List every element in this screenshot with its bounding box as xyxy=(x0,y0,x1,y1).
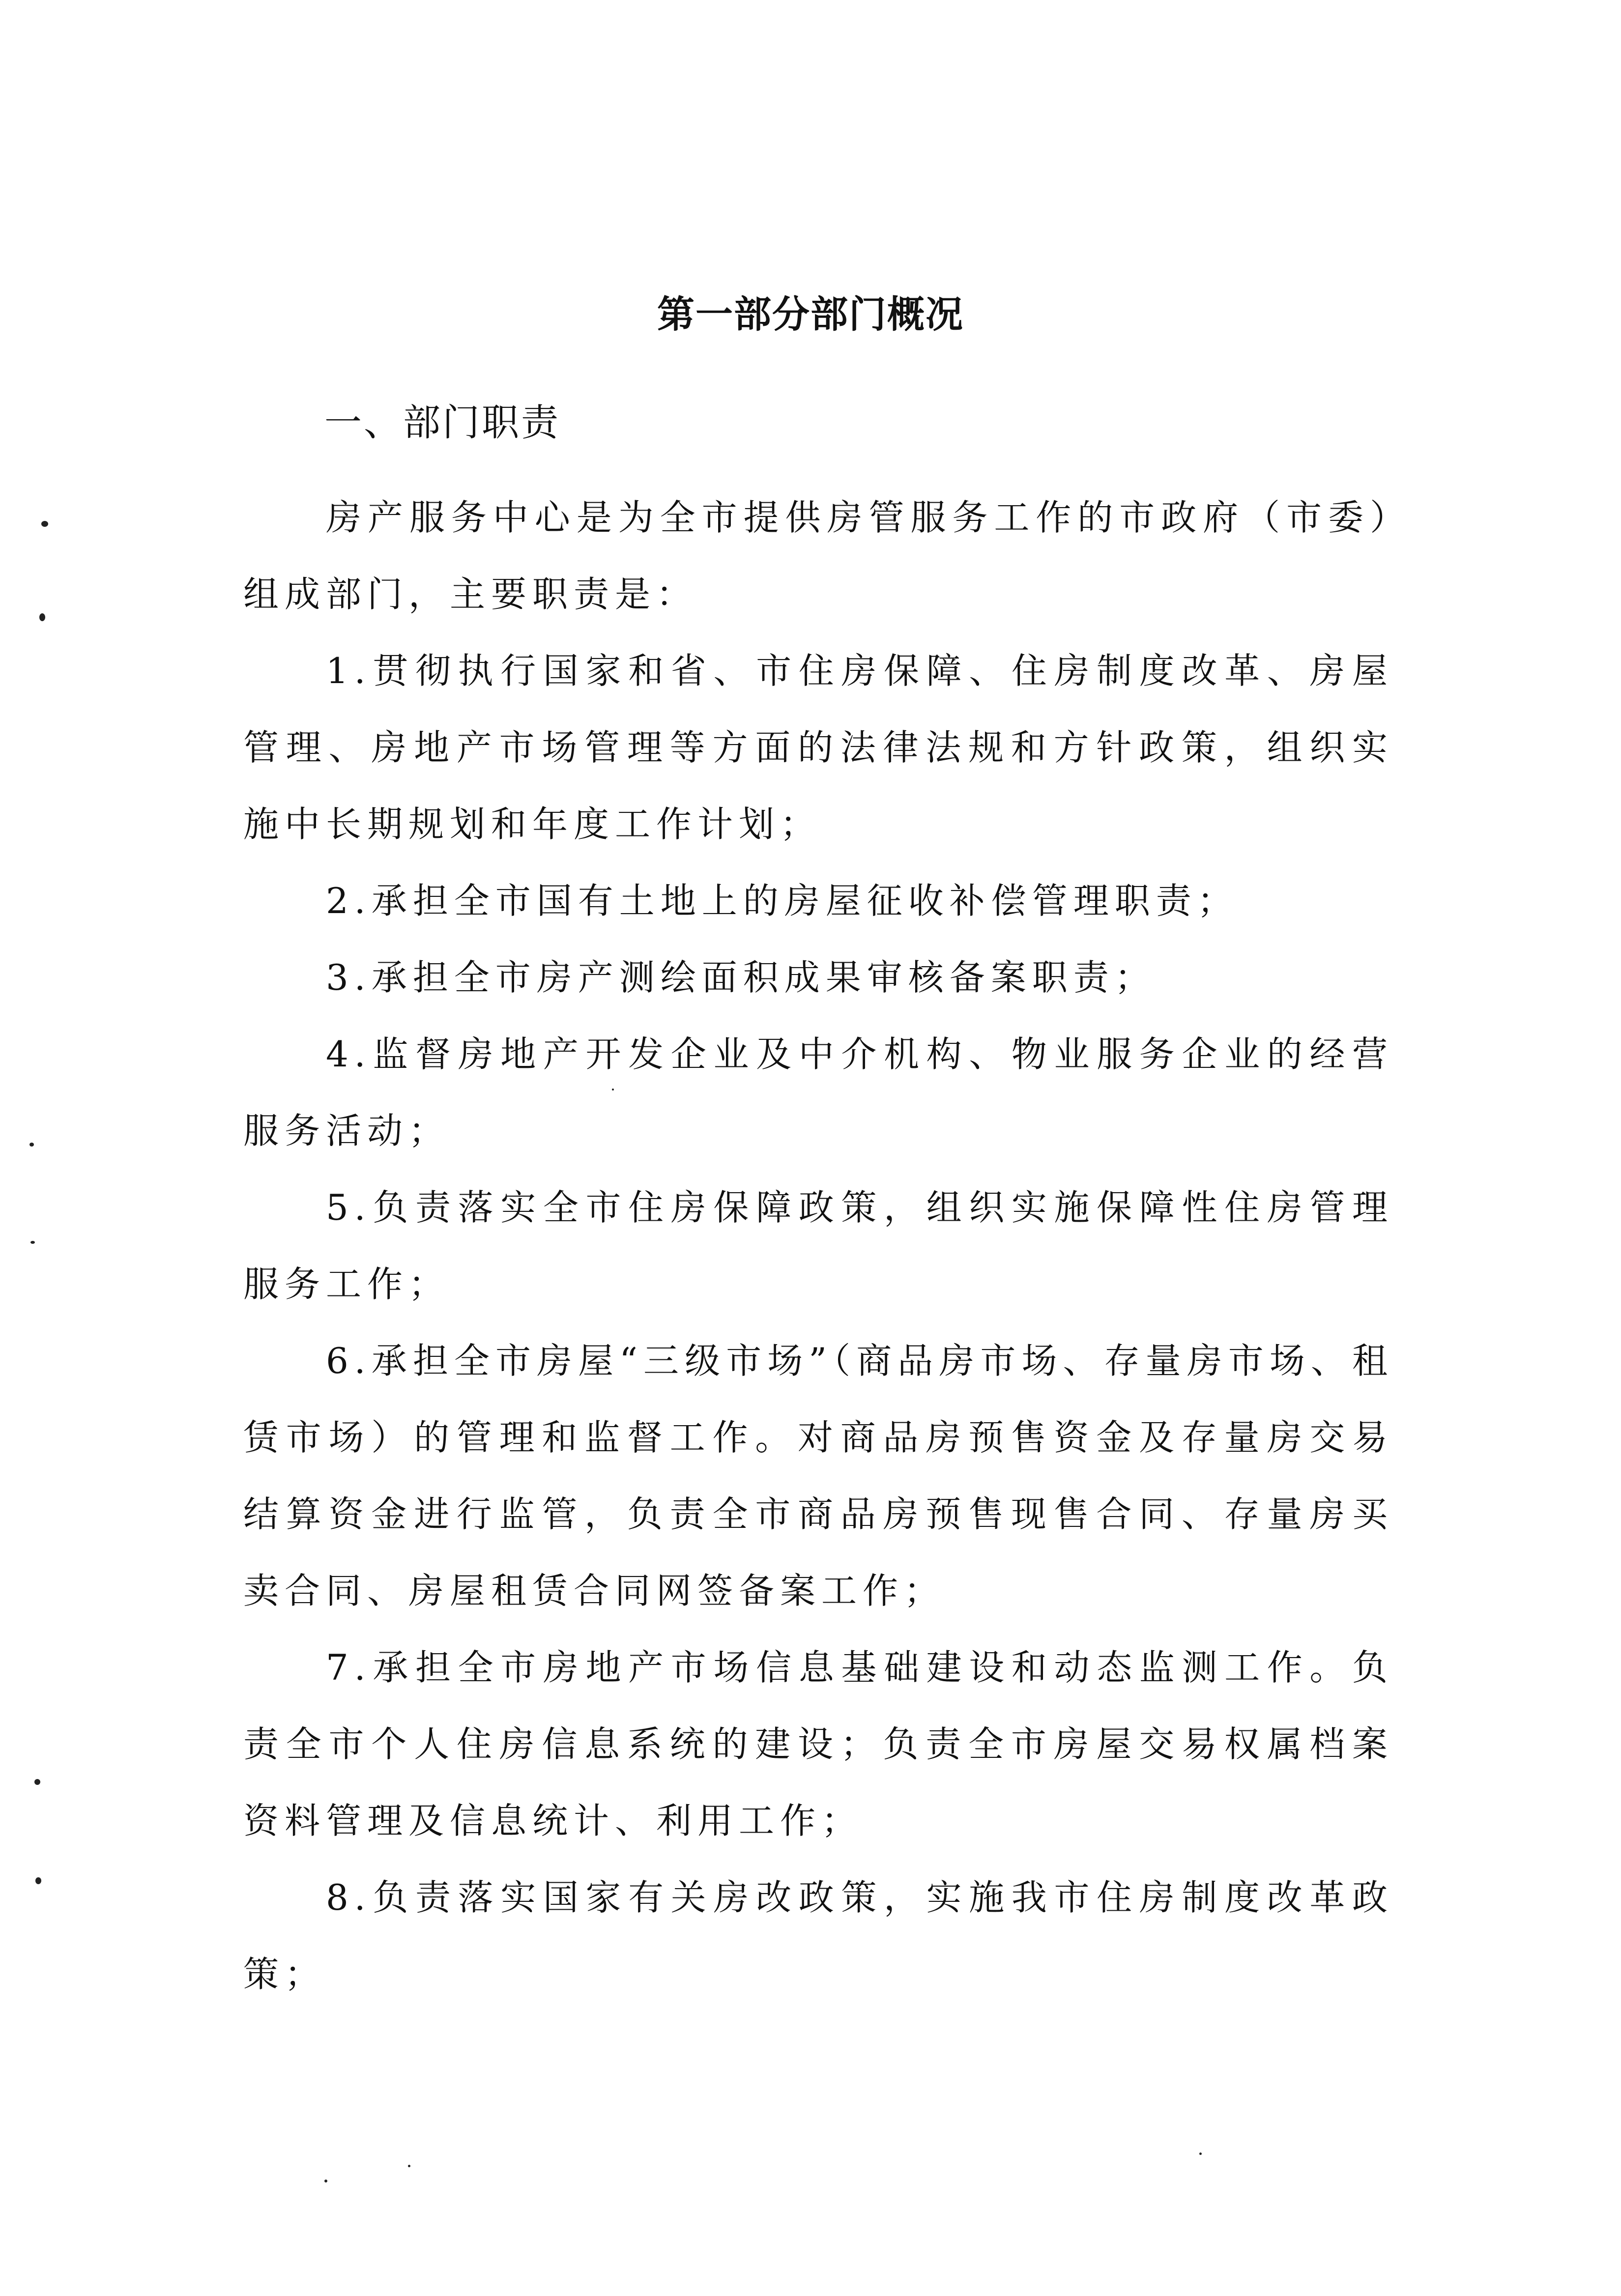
scan-speck xyxy=(1199,2152,1202,2155)
scan-speck xyxy=(324,2180,327,2182)
scan-speck xyxy=(408,2165,410,2167)
scan-speck xyxy=(612,1089,614,1091)
binding-hole-mark xyxy=(30,1241,35,1244)
duty-item-3: 3.承担全市房产测绘面积成果审核备案职责； xyxy=(326,957,1156,998)
body-text xyxy=(243,479,1393,2012)
duty-item-1: 1.贯彻执行国家和省、市住房保障、住房制度改革、房屋管理、房地产市场管理等方面的法律法规和方针政策，组织实施中长期规划和年度工作计划； xyxy=(243,650,1393,845)
binding-hole-mark xyxy=(39,613,45,621)
duty-item-4: 4.监督房地产开发企业及中介机构、物业服务企业的经营服务活动； xyxy=(243,1033,1393,1151)
intro-paragraph: 房产服务中心是为全市提供房管服务工作的市政府（市委）组成部门，主要职责是： xyxy=(243,497,1393,615)
page-title: 第一部分部门概况 xyxy=(657,292,964,336)
binding-hole-mark xyxy=(41,521,48,527)
section-heading: 一、部门职责 xyxy=(324,401,560,444)
binding-hole-mark xyxy=(29,1143,34,1147)
binding-hole-mark xyxy=(35,1877,41,1884)
duty-item-2: 2.承担全市国有土地上的房屋征收补偿管理职责； xyxy=(326,880,1239,921)
duty-item-6: 6.承担全市房屋“三级市场”（商品房市场、存量房市场、租赁市场）的管理和监督工作。对商品房预售资金及存量房交易结算资金进行监管，负责全市商品房预售现售合同、存量房买卖合同、房屋租赁合同网签备案工作； xyxy=(243,1340,1393,1611)
duty-item-5: 5.负责落实全市住房保障政策，组织实施保障性住房管理服务工作； xyxy=(243,1187,1393,1305)
duty-item-8: 8.负责落实国家有关房改政策，实施我市住房制度改革政策； xyxy=(243,1877,1393,1995)
binding-hole-mark xyxy=(34,1779,40,1785)
duty-item-7: 7.承担全市房地产市场信息基础建设和动态监测工作。负责全市个人住房信息系统的建设；负责全市房屋交易权属档案资料管理及信息统计、利用工作； xyxy=(243,1647,1393,1841)
